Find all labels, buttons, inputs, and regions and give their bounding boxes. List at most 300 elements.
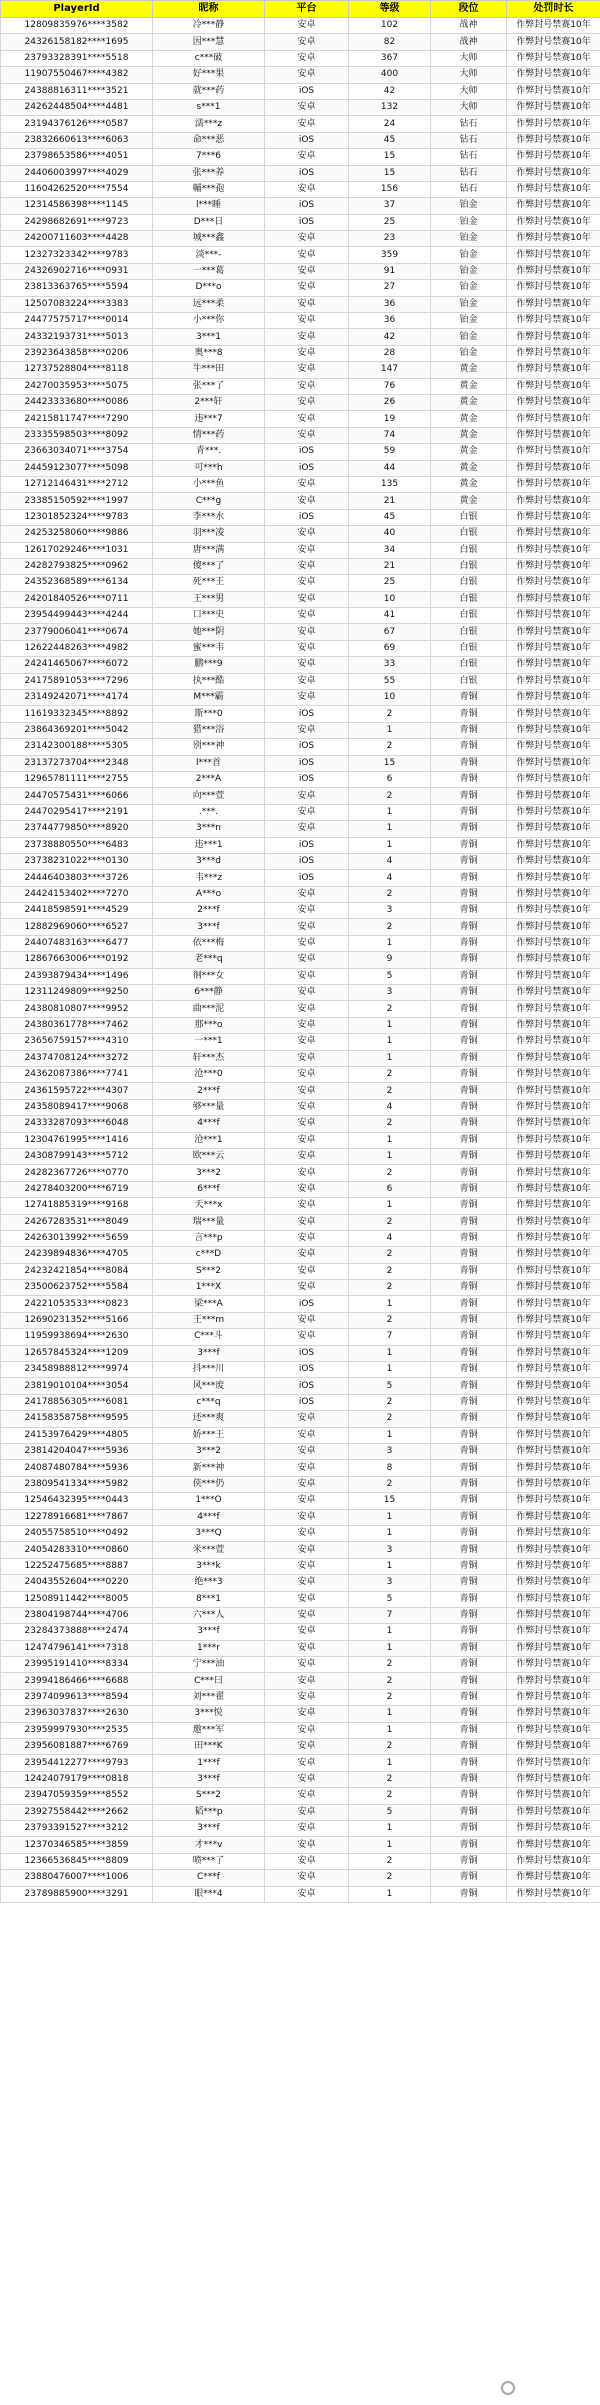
cell-platform: 安卓 bbox=[265, 345, 349, 361]
cell-platform: 安卓 bbox=[265, 1755, 349, 1771]
cell-player-id: 23832660613****6063 bbox=[1, 132, 153, 148]
cell-penalty: 作弊封号禁赛10年 bbox=[507, 1788, 600, 1804]
cell-penalty: 作弊封号禁赛10年 bbox=[507, 34, 600, 50]
cell-nickname: C***曰 bbox=[153, 1673, 265, 1689]
cell-player-id: 23804198744****4706 bbox=[1, 1607, 153, 1623]
cell-nickname: 她***阴 bbox=[153, 624, 265, 640]
cell-platform: 安卓 bbox=[265, 821, 349, 837]
cell-nickname: 刘***翟 bbox=[153, 1689, 265, 1705]
cell-rank: 黄金 bbox=[431, 460, 507, 476]
cell-level: 1 bbox=[349, 837, 431, 853]
cell-platform: 安卓 bbox=[265, 1280, 349, 1296]
cell-level: 4 bbox=[349, 1099, 431, 1115]
cell-penalty: 作弊封号禁赛10年 bbox=[507, 952, 600, 968]
cell-platform: 安卓 bbox=[265, 952, 349, 968]
cell-nickname: 张***养 bbox=[153, 165, 265, 181]
cell-level: 4 bbox=[349, 870, 431, 886]
cell-player-id: 12809835976****3582 bbox=[1, 18, 153, 34]
cell-platform: iOS bbox=[265, 1296, 349, 1312]
cell-rank: 钻石 bbox=[431, 116, 507, 132]
table-row bbox=[1, 1607, 600, 1623]
header-player-id: PlayerId bbox=[1, 1, 153, 18]
table-row bbox=[1, 1427, 600, 1443]
table-row bbox=[1, 1083, 600, 1099]
table-row bbox=[1, 608, 600, 624]
cell-penalty: 作弊封号禁赛10年 bbox=[507, 1181, 600, 1197]
cell-level: 36 bbox=[349, 296, 431, 312]
cell-rank: 铂金 bbox=[431, 345, 507, 361]
cell-player-id: 12304761995****1416 bbox=[1, 1132, 153, 1148]
table-row bbox=[1, 280, 600, 296]
cell-platform: 安卓 bbox=[265, 67, 349, 83]
cell-penalty: 作弊封号禁赛10年 bbox=[507, 1345, 600, 1361]
cell-rank: 白银 bbox=[431, 608, 507, 624]
cell-penalty: 作弊封号禁赛10年 bbox=[507, 83, 600, 99]
cell-penalty: 作弊封号禁赛10年 bbox=[507, 1050, 600, 1066]
cell-platform: 安卓 bbox=[265, 640, 349, 656]
cell-penalty: 作弊封号禁赛10年 bbox=[507, 1443, 600, 1459]
cell-level: 1 bbox=[349, 1886, 431, 1902]
cell-penalty: 作弊封号禁赛10年 bbox=[507, 247, 600, 263]
table-row bbox=[1, 1837, 600, 1853]
cell-rank: 青铜 bbox=[431, 1050, 507, 1066]
cell-rank: 青铜 bbox=[431, 1607, 507, 1623]
cell-nickname: 可***h bbox=[153, 460, 265, 476]
cell-nickname: 2***f bbox=[153, 1083, 265, 1099]
cell-level: 2 bbox=[349, 1280, 431, 1296]
cell-player-id: 23974099613****8594 bbox=[1, 1689, 153, 1705]
cell-platform: iOS bbox=[265, 706, 349, 722]
cell-rank: 黄金 bbox=[431, 362, 507, 378]
cell-platform: iOS bbox=[265, 739, 349, 755]
cell-rank: 青铜 bbox=[431, 1148, 507, 1164]
cell-platform: 安卓 bbox=[265, 788, 349, 804]
cell-rank: 青铜 bbox=[431, 1853, 507, 1869]
cell-rank: 青铜 bbox=[431, 1689, 507, 1705]
cell-player-id: 24087480784****5936 bbox=[1, 1460, 153, 1476]
cell-penalty: 作弊封号禁赛10年 bbox=[507, 968, 600, 984]
cell-nickname: 口***史 bbox=[153, 608, 265, 624]
cell-penalty: 作弊封号禁赛10年 bbox=[507, 771, 600, 787]
cell-player-id: 12301852324****9783 bbox=[1, 509, 153, 525]
cell-nickname: 小***你 bbox=[153, 313, 265, 329]
cell-penalty: 作弊封号禁赛10年 bbox=[507, 1739, 600, 1755]
table-row bbox=[1, 1034, 600, 1050]
cell-platform: 安卓 bbox=[265, 1034, 349, 1050]
cell-nickname: 因***慧 bbox=[153, 34, 265, 50]
cell-level: 2 bbox=[349, 1247, 431, 1263]
cell-player-id: 24215811747****7290 bbox=[1, 411, 153, 427]
cell-platform: 安卓 bbox=[265, 329, 349, 345]
cell-rank: 青铜 bbox=[431, 1116, 507, 1132]
logo-circle-icon bbox=[501, 2381, 515, 2395]
cell-player-id: 12712146431****2712 bbox=[1, 476, 153, 492]
cell-player-id: 12622448263****4982 bbox=[1, 640, 153, 656]
table-row bbox=[1, 1624, 600, 1640]
table-row bbox=[1, 985, 600, 1001]
cell-rank: 青铜 bbox=[431, 1591, 507, 1607]
table-row bbox=[1, 1673, 600, 1689]
table-row bbox=[1, 1214, 600, 1230]
cell-level: 1 bbox=[349, 1017, 431, 1033]
cell-platform: 安卓 bbox=[265, 985, 349, 1001]
cell-level: 1 bbox=[349, 1837, 431, 1853]
table-row bbox=[1, 1525, 600, 1541]
cell-platform: 安卓 bbox=[265, 1443, 349, 1459]
cell-nickname: 2***f bbox=[153, 903, 265, 919]
cell-level: 1 bbox=[349, 1132, 431, 1148]
cell-penalty: 作弊封号禁赛10年 bbox=[507, 640, 600, 656]
cell-platform: 安卓 bbox=[265, 526, 349, 542]
cell-level: 5 bbox=[349, 1591, 431, 1607]
cell-level: 1 bbox=[349, 1722, 431, 1738]
cell-nickname: 死***王 bbox=[153, 575, 265, 591]
cell-player-id: 23819010104****3054 bbox=[1, 1378, 153, 1394]
cell-penalty: 作弊封号禁赛10年 bbox=[507, 1771, 600, 1787]
header-nickname: 昵称 bbox=[153, 1, 265, 18]
cell-penalty: 作弊封号禁赛10年 bbox=[507, 1820, 600, 1836]
cell-nickname: 小***鱼 bbox=[153, 476, 265, 492]
cell-player-id: 12690231352****5166 bbox=[1, 1312, 153, 1328]
cell-player-id: 23813363765****5594 bbox=[1, 280, 153, 296]
cell-player-id: 24470575431****6066 bbox=[1, 788, 153, 804]
cell-penalty: 作弊封号禁赛10年 bbox=[507, 821, 600, 837]
cell-level: 37 bbox=[349, 198, 431, 214]
cell-platform: 安卓 bbox=[265, 1837, 349, 1853]
cell-player-id: 24055758510****0492 bbox=[1, 1525, 153, 1541]
cell-rank: 青铜 bbox=[431, 1558, 507, 1574]
cell-platform: 安卓 bbox=[265, 1722, 349, 1738]
cell-nickname: C***斗 bbox=[153, 1329, 265, 1345]
cell-rank: 白银 bbox=[431, 673, 507, 689]
table-row bbox=[1, 1296, 600, 1312]
cell-level: 6 bbox=[349, 771, 431, 787]
cell-penalty: 作弊封号禁赛10年 bbox=[507, 1148, 600, 1164]
cell-nickname: 违***7 bbox=[153, 411, 265, 427]
table-row bbox=[1, 526, 600, 542]
cell-nickname: 2***轩 bbox=[153, 394, 265, 410]
cell-rank: 青铜 bbox=[431, 968, 507, 984]
table-row bbox=[1, 263, 600, 279]
cell-penalty: 作弊封号禁赛10年 bbox=[507, 411, 600, 427]
cell-rank: 铂金 bbox=[431, 313, 507, 329]
cell-platform: 安卓 bbox=[265, 1017, 349, 1033]
cell-rank: 青铜 bbox=[431, 1443, 507, 1459]
cell-platform: iOS bbox=[265, 83, 349, 99]
cell-platform: 安卓 bbox=[265, 50, 349, 66]
cell-nickname: S***2 bbox=[153, 1788, 265, 1804]
table-row bbox=[1, 214, 600, 230]
cell-penalty: 作弊封号禁赛10年 bbox=[507, 1263, 600, 1279]
cell-rank: 白银 bbox=[431, 526, 507, 542]
cell-level: 1 bbox=[349, 1525, 431, 1541]
cell-platform: 安卓 bbox=[265, 1312, 349, 1328]
cell-level: 15 bbox=[349, 149, 431, 165]
cell-nickname: 一***葛 bbox=[153, 263, 265, 279]
cell-level: 2 bbox=[349, 919, 431, 935]
table-row bbox=[1, 1722, 600, 1738]
cell-penalty: 作弊封号禁赛10年 bbox=[507, 1689, 600, 1705]
cell-penalty: 作弊封号禁赛10年 bbox=[507, 1476, 600, 1492]
cell-level: 2 bbox=[349, 1870, 431, 1886]
cell-rank: 青铜 bbox=[431, 886, 507, 902]
cell-rank: 青铜 bbox=[431, 1329, 507, 1345]
table-row bbox=[1, 821, 600, 837]
cell-rank: 铂金 bbox=[431, 280, 507, 296]
cell-penalty: 作弊封号禁赛10年 bbox=[507, 444, 600, 460]
table-row bbox=[1, 640, 600, 656]
cell-rank: 青铜 bbox=[431, 804, 507, 820]
cell-level: 40 bbox=[349, 526, 431, 542]
cell-platform: 安卓 bbox=[265, 1263, 349, 1279]
table-row bbox=[1, 919, 600, 935]
cell-player-id: 24459123077****5098 bbox=[1, 460, 153, 476]
cell-platform: 安卓 bbox=[265, 1476, 349, 1492]
table-row bbox=[1, 1263, 600, 1279]
cell-player-id: 11619332345****8892 bbox=[1, 706, 153, 722]
cell-nickname: 邀***军 bbox=[153, 1722, 265, 1738]
cell-player-id: 23335598503****8092 bbox=[1, 427, 153, 443]
cell-platform: 安卓 bbox=[265, 903, 349, 919]
cell-nickname: 张***了 bbox=[153, 378, 265, 394]
table-row bbox=[1, 542, 600, 558]
cell-platform: 安卓 bbox=[265, 1886, 349, 1902]
cell-rank: 青铜 bbox=[431, 1509, 507, 1525]
table-row bbox=[1, 18, 600, 34]
cell-player-id: 24158358758****9595 bbox=[1, 1411, 153, 1427]
table-row bbox=[1, 378, 600, 394]
cell-penalty: 作弊封号禁赛10年 bbox=[507, 1591, 600, 1607]
cell-player-id: 12507083224****3383 bbox=[1, 296, 153, 312]
cell-platform: 安卓 bbox=[265, 1411, 349, 1427]
cell-penalty: 作弊封号禁赛10年 bbox=[507, 1132, 600, 1148]
cell-rank: 青铜 bbox=[431, 903, 507, 919]
cell-level: 25 bbox=[349, 214, 431, 230]
cell-nickname: 7***6 bbox=[153, 149, 265, 165]
cell-rank: 白银 bbox=[431, 591, 507, 607]
cell-penalty: 作弊封号禁赛10年 bbox=[507, 214, 600, 230]
cell-player-id: 23954499443****4244 bbox=[1, 608, 153, 624]
cell-nickname: A***o bbox=[153, 886, 265, 902]
cell-player-id: 24232421854****8084 bbox=[1, 1263, 153, 1279]
cell-rank: 青铜 bbox=[431, 1312, 507, 1328]
cell-level: 76 bbox=[349, 378, 431, 394]
cell-level: 1 bbox=[349, 1296, 431, 1312]
cell-nickname: 8***1 bbox=[153, 1591, 265, 1607]
table-row bbox=[1, 1312, 600, 1328]
cell-nickname: 新***神 bbox=[153, 1460, 265, 1476]
cell-rank: 青铜 bbox=[431, 1722, 507, 1738]
cell-penalty: 作弊封号禁赛10年 bbox=[507, 1394, 600, 1410]
cell-nickname: S***2 bbox=[153, 1263, 265, 1279]
cell-penalty: 作弊封号禁赛10年 bbox=[507, 18, 600, 34]
table-row bbox=[1, 657, 600, 673]
cell-penalty: 作弊封号禁赛10年 bbox=[507, 1312, 600, 1328]
cell-level: 400 bbox=[349, 67, 431, 83]
cell-nickname: 3***f bbox=[153, 1771, 265, 1787]
cell-level: 2 bbox=[349, 1116, 431, 1132]
cell-penalty: 作弊封号禁赛10年 bbox=[507, 755, 600, 771]
cell-nickname: 1***f bbox=[153, 1755, 265, 1771]
cell-platform: 安卓 bbox=[265, 1509, 349, 1525]
cell-level: 3 bbox=[349, 1542, 431, 1558]
table-row bbox=[1, 509, 600, 525]
cell-penalty: 作弊封号禁赛10年 bbox=[507, 1886, 600, 1902]
table-row bbox=[1, 149, 600, 165]
cell-level: 1 bbox=[349, 1640, 431, 1656]
cell-penalty: 作弊封号禁赛10年 bbox=[507, 919, 600, 935]
cell-rank: 青铜 bbox=[431, 755, 507, 771]
cell-nickname: 唐***满 bbox=[153, 542, 265, 558]
cell-rank: 青铜 bbox=[431, 1755, 507, 1771]
cell-level: 1 bbox=[349, 1755, 431, 1771]
cell-rank: 青铜 bbox=[431, 1673, 507, 1689]
table-row bbox=[1, 329, 600, 345]
table-row bbox=[1, 1345, 600, 1361]
cell-player-id: 24239894836****4705 bbox=[1, 1247, 153, 1263]
cell-rank: 黄金 bbox=[431, 378, 507, 394]
cell-level: 2 bbox=[349, 1853, 431, 1869]
cell-player-id: 23927558442****2662 bbox=[1, 1804, 153, 1820]
cell-level: 2 bbox=[349, 1771, 431, 1787]
cell-rank: 青铜 bbox=[431, 1886, 507, 1902]
cell-level: 132 bbox=[349, 99, 431, 115]
cell-rank: 青铜 bbox=[431, 722, 507, 738]
cell-penalty: 作弊封号禁赛10年 bbox=[507, 706, 600, 722]
cell-penalty: 作弊封号禁赛10年 bbox=[507, 739, 600, 755]
cell-level: 7 bbox=[349, 1607, 431, 1623]
cell-platform: 安卓 bbox=[265, 1607, 349, 1623]
cell-nickname: 够***量 bbox=[153, 1099, 265, 1115]
cell-rank: 青铜 bbox=[431, 1460, 507, 1476]
cell-platform: 安卓 bbox=[265, 1460, 349, 1476]
cell-penalty: 作弊封号禁赛10年 bbox=[507, 1296, 600, 1312]
cell-nickname: 輔***孢 bbox=[153, 181, 265, 197]
table-row bbox=[1, 231, 600, 247]
cell-nickname: 羽***凌 bbox=[153, 526, 265, 542]
cell-platform: 安卓 bbox=[265, 935, 349, 951]
cell-player-id: 23959997930****2535 bbox=[1, 1722, 153, 1738]
cell-penalty: 作弊封号禁赛10年 bbox=[507, 263, 600, 279]
table-row bbox=[1, 853, 600, 869]
cell-player-id: 24263013992****5659 bbox=[1, 1230, 153, 1246]
cell-level: 3 bbox=[349, 1443, 431, 1459]
cell-platform: 安卓 bbox=[265, 1558, 349, 1574]
cell-nickname: 风***废 bbox=[153, 1378, 265, 1394]
cell-level: 1 bbox=[349, 1820, 431, 1836]
table-row bbox=[1, 673, 600, 689]
cell-penalty: 作弊封号禁赛10年 bbox=[507, 526, 600, 542]
cell-platform: 安卓 bbox=[265, 1706, 349, 1722]
cell-player-id: 12474796141****7318 bbox=[1, 1640, 153, 1656]
cell-rank: 青铜 bbox=[431, 1230, 507, 1246]
table-row bbox=[1, 345, 600, 361]
cell-platform: 安卓 bbox=[265, 1165, 349, 1181]
cell-platform: 安卓 bbox=[265, 886, 349, 902]
cell-player-id: 24362087386****7741 bbox=[1, 1067, 153, 1083]
cell-rank: 青铜 bbox=[431, 1165, 507, 1181]
cell-player-id: 24446403803****3726 bbox=[1, 870, 153, 886]
cell-level: 1 bbox=[349, 1558, 431, 1574]
watermark bbox=[498, 2377, 594, 2399]
cell-player-id: 24298682691****9723 bbox=[1, 214, 153, 230]
cell-level: 1 bbox=[349, 1050, 431, 1066]
cell-nickname: 命***恶 bbox=[153, 132, 265, 148]
cell-platform: 安卓 bbox=[265, 1493, 349, 1509]
table-row bbox=[1, 1689, 600, 1705]
cell-nickname: 6***静 bbox=[153, 985, 265, 1001]
cell-penalty: 作弊封号禁赛10年 bbox=[507, 476, 600, 492]
cell-player-id: 23142300188****5305 bbox=[1, 739, 153, 755]
cell-penalty: 作弊封号禁赛10年 bbox=[507, 509, 600, 525]
cell-platform: iOS bbox=[265, 132, 349, 148]
cell-level: 27 bbox=[349, 280, 431, 296]
cell-rank: 青铜 bbox=[431, 706, 507, 722]
cell-player-id: 11907550467****4382 bbox=[1, 67, 153, 83]
cell-player-id: 24262448504****4481 bbox=[1, 99, 153, 115]
cell-nickname: 3***2 bbox=[153, 1165, 265, 1181]
cell-player-id: 24333287093****6048 bbox=[1, 1116, 153, 1132]
cell-platform: 安卓 bbox=[265, 1198, 349, 1214]
cell-nickname: 韦***z bbox=[153, 870, 265, 886]
cell-penalty: 作弊封号禁赛10年 bbox=[507, 1575, 600, 1591]
cell-penalty: 作弊封号禁赛10年 bbox=[507, 558, 600, 574]
cell-level: 1 bbox=[349, 935, 431, 951]
cell-platform: 安卓 bbox=[265, 313, 349, 329]
cell-player-id: 24380361778****7462 bbox=[1, 1017, 153, 1033]
cell-player-id: 23738231022****0130 bbox=[1, 853, 153, 869]
cell-rank: 钻石 bbox=[431, 165, 507, 181]
cell-rank: 青铜 bbox=[431, 935, 507, 951]
cell-penalty: 作弊封号禁赛10年 bbox=[507, 1493, 600, 1509]
table-row bbox=[1, 1050, 600, 1066]
cell-nickname: C***f bbox=[153, 1870, 265, 1886]
cell-platform: 安卓 bbox=[265, 18, 349, 34]
cell-platform: 安卓 bbox=[265, 558, 349, 574]
cell-player-id: 12370346585****3859 bbox=[1, 1837, 153, 1853]
cell-level: 1 bbox=[349, 1509, 431, 1525]
cell-penalty: 作弊封号禁赛10年 bbox=[507, 1362, 600, 1378]
cell-level: 2 bbox=[349, 1657, 431, 1673]
table-row bbox=[1, 50, 600, 66]
cell-rank: 青铜 bbox=[431, 1820, 507, 1836]
cell-player-id: 23779006041****0674 bbox=[1, 624, 153, 640]
cell-penalty: 作弊封号禁赛10年 bbox=[507, 1280, 600, 1296]
cell-player-id: 24380810807****9952 bbox=[1, 1001, 153, 1017]
cell-player-id: 24424153402****7270 bbox=[1, 886, 153, 902]
cell-penalty: 作弊封号禁赛10年 bbox=[507, 427, 600, 443]
cell-penalty: 作弊封号禁赛10年 bbox=[507, 1607, 600, 1623]
cell-player-id: 23789885900****3291 bbox=[1, 1886, 153, 1902]
cell-nickname: 曲***泥 bbox=[153, 1001, 265, 1017]
cell-platform: 安卓 bbox=[265, 1640, 349, 1656]
cell-penalty: 作弊封号禁赛10年 bbox=[507, 1214, 600, 1230]
cell-platform: 安卓 bbox=[265, 1739, 349, 1755]
cell-level: 2 bbox=[349, 1067, 431, 1083]
cell-level: 2 bbox=[349, 1312, 431, 1328]
cell-nickname: 侠***仍 bbox=[153, 1476, 265, 1492]
cell-player-id: 24054283310****0860 bbox=[1, 1542, 153, 1558]
cell-penalty: 作弊封号禁赛10年 bbox=[507, 1722, 600, 1738]
cell-player-id: 23149242071****4174 bbox=[1, 690, 153, 706]
cell-rank: 白银 bbox=[431, 575, 507, 591]
cell-level: 24 bbox=[349, 116, 431, 132]
cell-platform: 安卓 bbox=[265, 1001, 349, 1017]
cell-nickname: c***破 bbox=[153, 50, 265, 66]
cell-penalty: 作弊封号禁赛10年 bbox=[507, 165, 600, 181]
cell-rank: 青铜 bbox=[431, 1017, 507, 1033]
cell-player-id: 23798653586****4051 bbox=[1, 149, 153, 165]
